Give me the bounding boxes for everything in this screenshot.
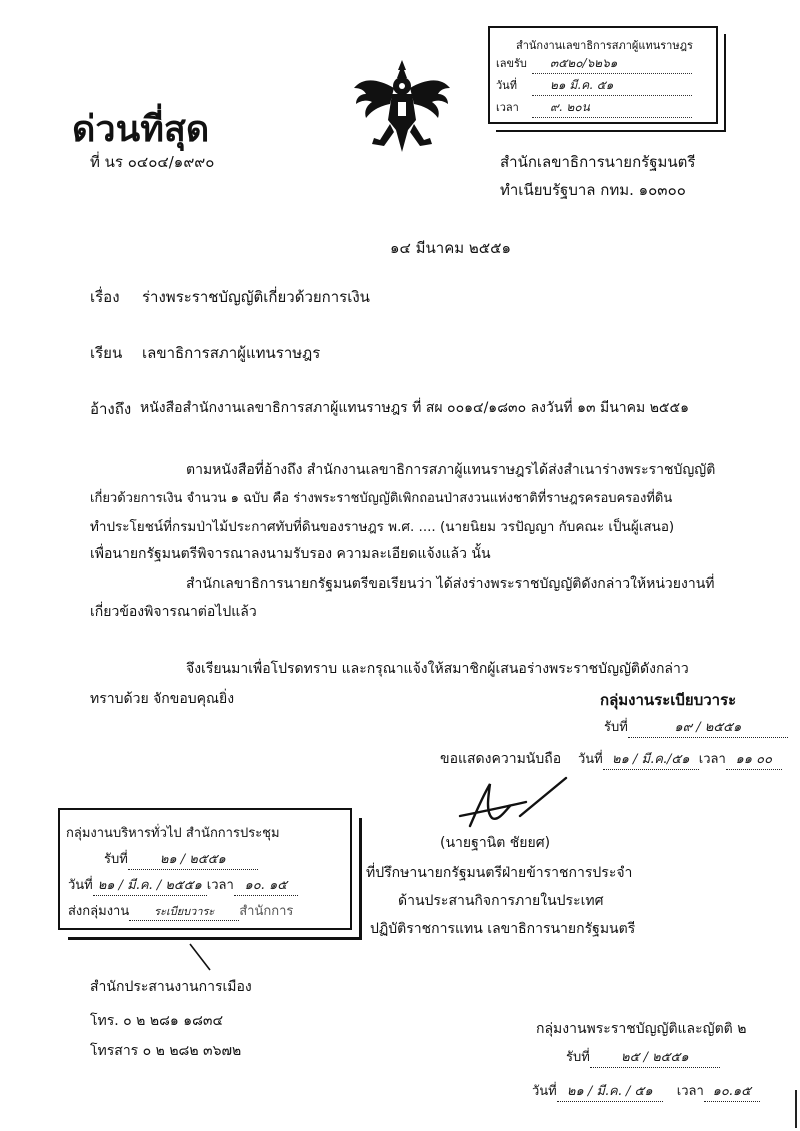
signature-icon bbox=[440, 772, 570, 838]
closing-phrase: ขอแสดงความนับถือ bbox=[440, 751, 562, 767]
admin-stamp-receive: รับที่ ๒๑ / ๒๕๕๑ bbox=[104, 848, 258, 870]
stamp-org: สำนักงานเลขาธิการสภาผู้แทนราษฎร bbox=[516, 39, 693, 52]
registry-date: วันที่ ๒๑ / มี.ค./๕๑ เวลา ๑๑ ๐๐ bbox=[578, 748, 782, 770]
scan-edge-mark bbox=[795, 1090, 797, 1128]
sender-address: ทำเนียบรัฐบาล กทม. ๑๐๓๐๐ bbox=[500, 181, 686, 199]
footer-office: สำนักประสานงานการเมือง bbox=[90, 979, 252, 995]
signer-name: (นายฐานิต ชัยยศ) bbox=[440, 835, 551, 851]
admin-stamp-forward: ส่งกลุ่มงาน ระเบียบวาระ สำนักการ bbox=[68, 904, 294, 919]
footer-phone: โทร. ๐ ๒ ๒๘๑ ๑๘๓๔ bbox=[90, 1013, 224, 1029]
subject-label: เรื่อง bbox=[90, 288, 120, 306]
stamp-receive-value: ๓๕๒๐/๖๒๖๑ bbox=[532, 54, 692, 74]
footer-fax: โทรสาร ๐ ๒ ๒๘๒ ๓๖๗๒ bbox=[90, 1043, 242, 1059]
stamp-time-value: ๙. ๒๐น bbox=[532, 98, 692, 118]
body-p1-line2: เกี่ยวด้วยการเงิน จำนวน ๑ ฉบับ คือ ร่างพระราชบัญญัติเพิกถอนป่าสงวนแห่งชาติที่ราษฎรครอบครองที่ดิน bbox=[90, 491, 673, 506]
body-p2-line2: เกี่ยวข้องพิจารณาต่อไปแล้ว bbox=[90, 604, 257, 620]
receiving-stamp-top bbox=[488, 26, 718, 124]
signer-title-line1: ที่ปรึกษานายกรัฐมนตรีฝ่ายข้าราชการประจำ bbox=[366, 865, 633, 881]
bottom-stamp-receive: รับที่ ๒๕ / ๒๕๕๑ bbox=[566, 1046, 720, 1068]
bottom-stamp-title: กลุ่มงานพระราชบัญญัติและญัตติ ๒ bbox=[536, 1021, 747, 1037]
signer-title-line3: ปฏิบัติราชการแทน เลขาธิการนายกรัฐมนตรี bbox=[370, 921, 636, 937]
registry-stamp-title: กลุ่มงานระเบียบวาระ bbox=[600, 691, 737, 709]
stamp-date-value: ๒๑ มี.ค. ๕๑ bbox=[532, 76, 692, 96]
body-p1-line4: เพื่อนายกรัฐมนตรีพิจารณาลงนามรับรอง ความละเอียดแจ้งแล้ว นั้น bbox=[90, 546, 491, 562]
stamp-time-row: เวลา ๙. ๒๐น bbox=[496, 98, 701, 118]
body-p2-line1: สำนักเลขาธิการนายกรัฐมนตรีขอเรียนว่า ได้ส่งร่างพระราชบัญญัติดังกล่าวให้หน่วยงานที่ bbox=[186, 576, 715, 592]
stamp-date-row: วันที่ ๒๑ มี.ค. ๕๑ bbox=[496, 76, 701, 96]
document-number: ที่ นร ๐๔๐๔/๑๙๙๐ bbox=[90, 153, 215, 171]
body-p1-line1: ตามหนังสือที่อ้างถึง สำนักงานเลขาธิการสภาผู้แทนราษฎรได้ส่งสำเนาร่างพระราชบัญญัติ bbox=[186, 462, 716, 478]
to-label: เรียน bbox=[90, 344, 123, 362]
admin-receiving-stamp bbox=[58, 808, 352, 930]
stamp-receive-row: เลขรับ ๓๕๒๐/๖๒๖๑ bbox=[496, 54, 701, 74]
garuda-emblem-icon bbox=[350, 58, 454, 156]
signer-title-line2: ด้านประสานกิจการภายในประเทศ bbox=[398, 893, 604, 909]
admin-stamp-title: กลุ่มงานบริหารทั่วไป สำนักการประชุม bbox=[66, 826, 280, 841]
document-date: ๑๔ มีนาคม ๒๕๕๑ bbox=[390, 239, 512, 257]
body-p3-line2: ทราบด้วย จักขอบคุณยิ่ง bbox=[90, 691, 235, 707]
bottom-stamp-date: วันที่ ๒๑ / มี.ค. / ๕๑ เวลา ๑๐.๑๕ bbox=[532, 1080, 760, 1102]
ref-text: หนังสือสำนักงานเลขาธิการสภาผู้แทนราษฎร ที่ สผ ๐๐๑๔/๑๘๓๐ ลงวันที่ ๑๓ มีนาคม ๒๕๕๑ bbox=[140, 400, 690, 416]
registry-receive: รับที่ ๑๙ / ๒๕๕๑ bbox=[604, 716, 788, 738]
tick-mark-icon bbox=[186, 940, 216, 974]
to-text: เลขาธิการสภาผู้แทนราษฎร bbox=[142, 344, 321, 362]
body-p3-line1: จึงเรียนมาเพื่อโปรดทราบ และกรุณาแจ้งให้สมาชิกผู้เสนอร่างพระราชบัญญัติดังกล่าว bbox=[186, 661, 689, 677]
body-p1-line3: ทำประโยชน์ที่กรมป่าไม้ประกาศทับที่ดินของราษฎร พ.ศ. .... (นายนิยม วรปัญญา กับคณะ เป็นผู้เสนอ) bbox=[90, 519, 675, 535]
sender-office: สำนักเลขาธิการนายกรัฐมนตรี bbox=[500, 153, 696, 171]
ref-label: อ้างถึง bbox=[90, 400, 132, 418]
subject-text: ร่างพระราชบัญญัติเกี่ยวด้วยการเงิน bbox=[142, 288, 370, 306]
admin-stamp-date: วันที่ ๒๑ / มี.ค. / ๒๕๕๑ เวลา ๑๐. ๑๕ bbox=[68, 874, 298, 896]
urgency-heading: ด่วนที่สุด bbox=[72, 108, 210, 150]
